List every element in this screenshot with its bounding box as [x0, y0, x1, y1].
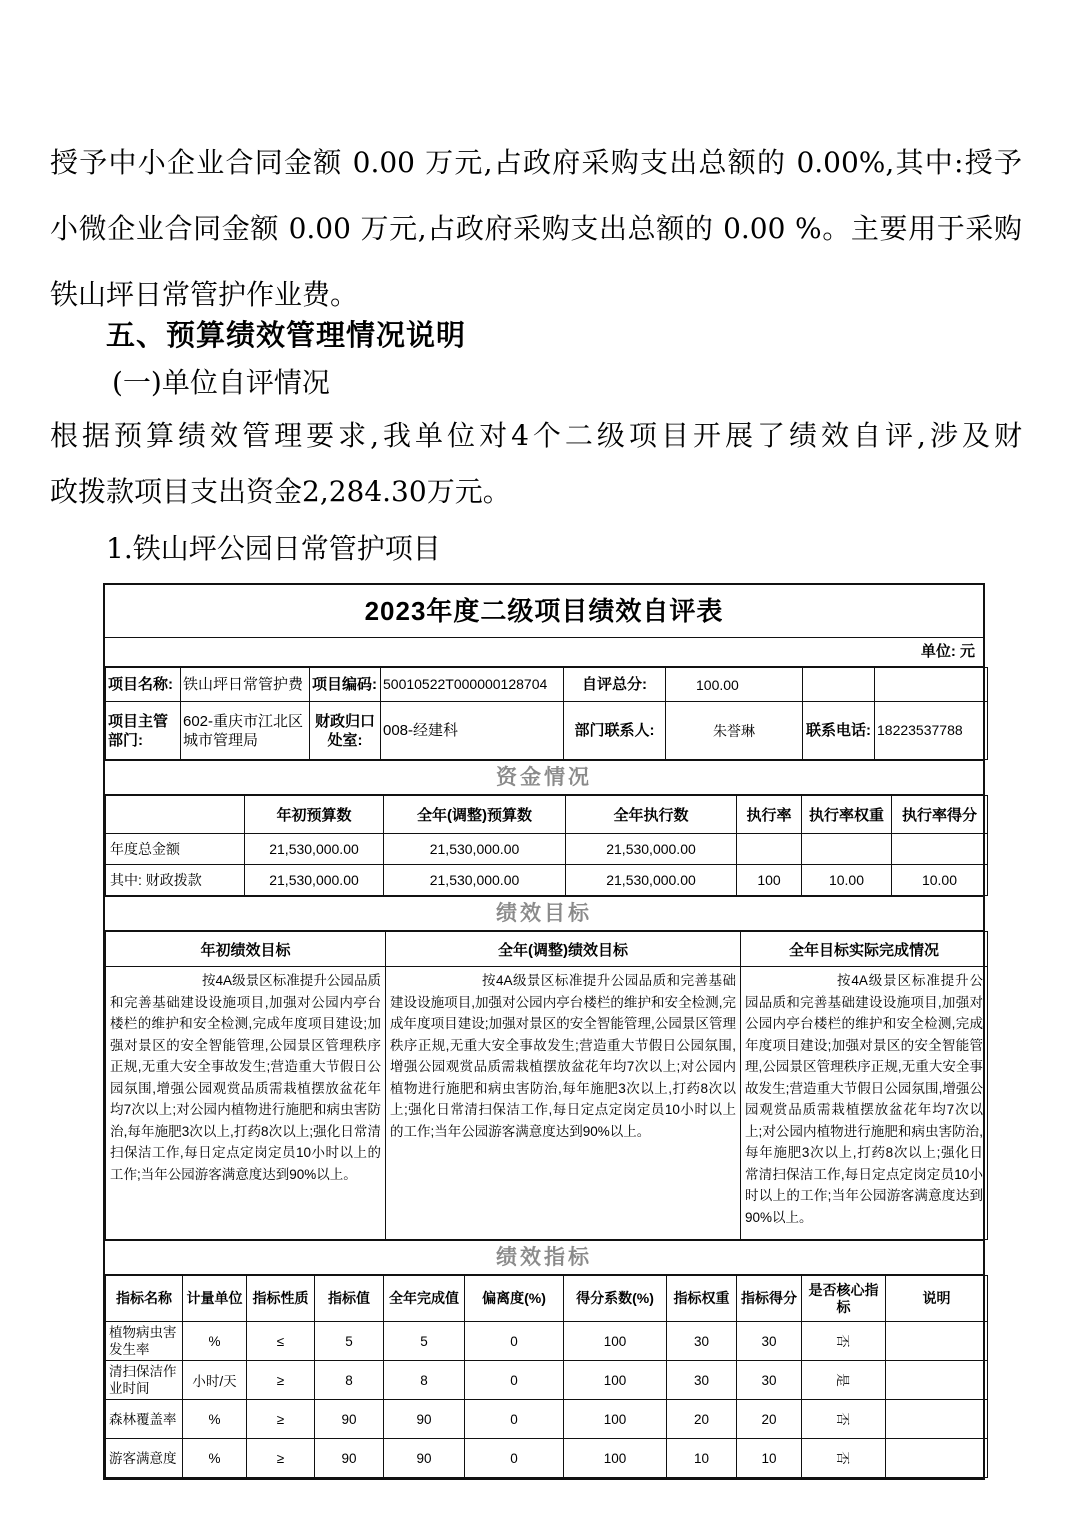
column-header: 执行率得分: [892, 796, 988, 834]
value-contact: 朱誉琳: [666, 702, 803, 760]
column-header: 全年(调整)绩效目标: [386, 932, 741, 967]
indicator-direction: ≥: [247, 1439, 315, 1478]
label-phone: 联系电话:: [803, 702, 875, 760]
column-header: 偏离度(%): [465, 1276, 564, 1322]
label-finance-office: 财政归口处室:: [310, 702, 381, 760]
column-header: 执行率: [737, 796, 802, 834]
is-core-indicator: [802, 1439, 886, 1478]
goal-paragraph: 按4A级景区标准提升公园品质和完善基础建设设施项目,加强对公园内亭台楼栏的维护和安全检测,完成年度项目建设;加强对景区的安全智能管理,公园景区管理秩序正规,无重大安全事故发生;营造重大节假日公园氛围,增强公园观赏品质需栽植摆放盆花年均7次以上;对公园内植物进行施肥和病虫害防治,每年施肥3次以上,打药8次以上;强化日常清扫保洁工作,每日定点定岗定员10小时以上的工作;当年公园游客满意度达到90%以上。: [745, 973, 983, 1225]
label-self-score: 自评总分:: [564, 668, 666, 702]
table-cell: 10: [737, 1439, 802, 1478]
table-cell: 0: [465, 1322, 564, 1361]
label-contact: 部门联系人:: [564, 702, 666, 760]
table-cell: 5: [315, 1322, 384, 1361]
indicator-name: 游客满意度: [106, 1439, 183, 1478]
indicator-name: 植物病虫害发生率: [106, 1322, 183, 1361]
table-cell: 90: [315, 1400, 384, 1439]
table-cell: 90: [384, 1439, 465, 1478]
column-header: [106, 796, 245, 834]
table-cell: 10.00: [802, 865, 892, 896]
is-core-indicator: [802, 1400, 886, 1439]
indicators-table: [105, 1275, 988, 1478]
table-cell: [892, 834, 988, 865]
indicator-direction: ≥: [247, 1361, 315, 1400]
value-finance-office: 008-经建科: [381, 702, 564, 760]
table-cell: 0: [465, 1439, 564, 1478]
column-header: 说明: [886, 1276, 988, 1322]
table-cell: 21,530,000.00: [566, 834, 737, 865]
rotated-text: 否: [834, 1334, 850, 1348]
table-cell: 100: [564, 1361, 667, 1400]
section-goals: 绩效目标: [105, 896, 983, 931]
row-label: 其中: 财政拨款: [106, 865, 245, 896]
table-cell: 90: [384, 1400, 465, 1439]
goal-text-initial: [106, 967, 386, 1240]
table-cell: [802, 834, 892, 865]
is-core-indicator: [802, 1361, 886, 1400]
table-cell: 0: [465, 1400, 564, 1439]
paragraph-line: 铁山坪日常管护作业费。: [50, 278, 359, 311]
section-indicators: 绩效指标: [105, 1240, 983, 1275]
project-info-table: [105, 667, 988, 760]
table-cell: 30: [737, 1361, 802, 1400]
goal-paragraph: 按4A级景区标准提升公园品质和完善基础建设设施项目,加强对公园内亭台楼栏的维护和安全检测,完成年度项目建设;加强对景区的安全智能管理,公园景区管理秩序正规,无重大安全事故发生;营造重大节假日公园氛围,增强公园观赏品质需栽植摆放盆花年均7次以上;对公园内植物进行施肥和病虫害防治,每年施肥3次以上,打药8次以上;强化日常清扫保洁工作,每日定点定岗定员10小时以上的工作;当年公园游客满意度达到90%以上。: [110, 973, 381, 1182]
is-core-indicator: [802, 1322, 886, 1361]
section-funding: 资金情况: [105, 760, 983, 795]
remark-cell: [886, 1322, 988, 1361]
table-cell: 100: [737, 865, 802, 896]
column-header: 年初绩效目标: [106, 932, 386, 967]
value-phone: 18223537788: [875, 702, 988, 760]
row-label: 年度总金额: [106, 834, 245, 865]
table-cell: 100: [564, 1322, 667, 1361]
goal-text-actual: [741, 967, 988, 1240]
paragraph-line: 授予中小企业合同金额 0.00 万元,占政府采购支出总额的 0.00%,其中:授予: [50, 146, 1022, 179]
table-cell: 20: [737, 1400, 802, 1439]
table-cell: 21,530,000.00: [384, 865, 566, 896]
funding-table: [105, 795, 988, 896]
table-title: 2023年度二级项目绩效自评表: [105, 585, 983, 638]
table-cell: 21,530,000.00: [245, 834, 384, 865]
rotated-text: 否: [834, 1412, 850, 1426]
column-header: 是否核心指标: [802, 1276, 886, 1322]
table-cell: 30: [737, 1322, 802, 1361]
item-heading: 1.铁山坪公园日常管护项目: [106, 532, 441, 565]
column-header: 年初预算数: [245, 796, 384, 834]
table-cell: %: [183, 1322, 247, 1361]
column-header: 全年目标实际完成情况: [741, 932, 988, 967]
goals-table: [105, 931, 988, 1240]
column-header: 全年执行数: [566, 796, 737, 834]
indicator-name: 森林覆盖率: [106, 1400, 183, 1439]
table-cell: 30: [667, 1322, 737, 1361]
table-cell: 20: [667, 1400, 737, 1439]
sub-heading: (一)单位自评情况: [112, 366, 330, 399]
value-project-name: 铁山坪日常管护费: [181, 668, 310, 702]
remark-cell: [886, 1400, 988, 1439]
value-self-score: 100.00: [666, 668, 803, 702]
table-cell: 100: [564, 1439, 667, 1478]
indicator-name: 清扫保洁作业时间: [106, 1361, 183, 1400]
unit-label: 单位: 元: [105, 638, 983, 667]
table-cell: [737, 834, 802, 865]
section-heading: 五、预算绩效管理情况说明: [106, 320, 467, 352]
paragraph-line: 根据预算绩效管理要求,我单位对4个二级项目开展了绩效自评,涉及财: [50, 419, 1022, 452]
column-header: 得分系数(%): [564, 1276, 667, 1322]
table-cell: %: [183, 1400, 247, 1439]
remark-cell: [886, 1439, 988, 1478]
label-project-code: 项目编码:: [310, 668, 381, 702]
table-cell: 30: [667, 1361, 737, 1400]
indicator-direction: ≥: [247, 1400, 315, 1439]
column-header: 指标权重: [667, 1276, 737, 1322]
table-cell: %: [183, 1439, 247, 1478]
rotated-text: 否: [834, 1451, 850, 1465]
value-dept: 602-重庆市江北区城市管理局: [181, 702, 310, 760]
goal-text-adjusted: [386, 967, 741, 1240]
column-header: 指标名称: [106, 1276, 183, 1322]
value-project-code: 50010522T000000128704: [381, 668, 564, 702]
empty-cell: [803, 668, 875, 702]
label-project-name: 项目名称:: [106, 668, 181, 702]
column-header: 指标值: [315, 1276, 384, 1322]
column-header: 全年(调整)预算数: [384, 796, 566, 834]
column-header: 计量单位: [183, 1276, 247, 1322]
goal-paragraph: 按4A级景区标准提升公园品质和完善基础建设设施项目,加强对公园内亭台楼栏的维护和安全检测,完成年度项目建设;加强对景区的安全智能管理,公园景区管理秩序正规,无重大安全事故发生;营造重大节假日公园氛围,增强公园观赏品质需栽植摆放盆花年均7次以上;对公园内植物进行施肥和病虫害防治,每年施肥3次以上,打药8次以上;强化日常清扫保洁工作,每日定点定岗定员10小时以上的工作;当年公园游客满意度达到90%以上。: [390, 973, 736, 1139]
label-dept: 项目主管部门:: [106, 702, 181, 760]
table-cell: 10: [667, 1439, 737, 1478]
paragraph-line: 小微企业合同金额 0.00 万元,占政府采购支出总额的 0.00 %。主要用于采购: [50, 212, 1022, 245]
table-cell: 21,530,000.00: [566, 865, 737, 896]
paragraph-line: 政拨款项目支出资金2,284.30万元。: [50, 475, 511, 508]
column-header: 全年完成值: [384, 1276, 465, 1322]
column-header: 指标得分: [737, 1276, 802, 1322]
table-cell: 小时/天: [183, 1361, 247, 1400]
table-cell: 21,530,000.00: [384, 834, 566, 865]
empty-cell: [875, 668, 988, 702]
table-cell: 21,530,000.00: [245, 865, 384, 896]
table-cell: 90: [315, 1439, 384, 1478]
table-cell: 100: [564, 1400, 667, 1439]
table-cell: 10.00: [892, 865, 988, 896]
remark-cell: [886, 1361, 988, 1400]
table-cell: 5: [384, 1322, 465, 1361]
column-header: 执行率权重: [802, 796, 892, 834]
self-evaluation-table: [103, 583, 985, 1480]
table-cell: 0: [465, 1361, 564, 1400]
indicator-direction: ≤: [247, 1322, 315, 1361]
rotated-text: 是: [834, 1373, 850, 1387]
table-cell: 8: [315, 1361, 384, 1400]
column-header: 指标性质: [247, 1276, 315, 1322]
table-cell: 8: [384, 1361, 465, 1400]
